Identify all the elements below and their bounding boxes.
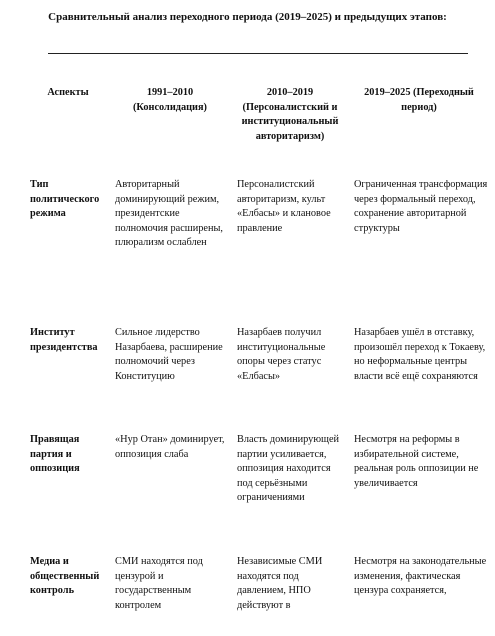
cell-media-2010-2019: Независимые СМИ находятся под давлением, НПО действуют в [237, 556, 323, 611]
cell-media-2019-2025: Несмотря на законодательные изменения, фактическая цензура сохраняется, [354, 556, 487, 597]
title-divider [48, 53, 468, 54]
cell-presidency-1991-2010: Сильное лидерство Назарбаева, расширение полномочий через Конституцию [115, 327, 223, 382]
row-aspect-regime-type: Тип политического режима [30, 179, 100, 220]
column-header-period-3: 2019–2025 (Переходный период) [364, 87, 474, 113]
cell-media-1991-2010: СМИ находятся под цензурой и государственным контролем [115, 556, 203, 611]
cell-presidency-2010-2019: Назарбаев получил институциональные опоры через статус «Елбасы» [237, 327, 326, 382]
cell-regime-2019-2025: Ограниченная трансформация через формальный переход, сохранение авторитарной структуры [354, 179, 488, 234]
row-aspect-party-opposition: Правящая партия и оппозиция [30, 434, 80, 475]
cell-party-2010-2019: Власть доминирующей партии усиливается, оппозиция находится под серьёзными ограничениями [237, 434, 340, 504]
column-header-period-1: 1991–2010 (Консолидация) [133, 87, 207, 113]
row-aspect-presidency: Институт президентства [30, 327, 98, 353]
column-header-period-2: 2010–2019 (Персоналистский и институциональный авторитаризм) [241, 87, 339, 142]
cell-presidency-2019-2025: Назарбаев ушёл в отставку, произошёл переход к Токаеву, но неформальные центры власти всё ещё сохраняются [354, 327, 486, 382]
cell-party-2019-2025: Несмотря на реформы в избирательной системе, реальная роль оппозиции не увеличивается [354, 434, 479, 489]
document-title: Сравнительный анализ переходного периода (2019–2025) и предыдущих этапов: [48, 11, 447, 23]
row-aspect-media-control: Медиа и общественный контроль [30, 556, 100, 597]
cell-party-1991-2010: «Нур Отан» доминирует, оппозиция слаба [115, 434, 225, 460]
cell-regime-1991-2010: Авторитарный доминирующий режим, президентские полномочия расширены, плюрализм ослаблен [115, 179, 223, 249]
cell-regime-2010-2019: Персоналистский авторитаризм, культ «Елбасы» и клановое правление [237, 179, 331, 234]
column-header-aspects: Аспекты [47, 87, 89, 98]
